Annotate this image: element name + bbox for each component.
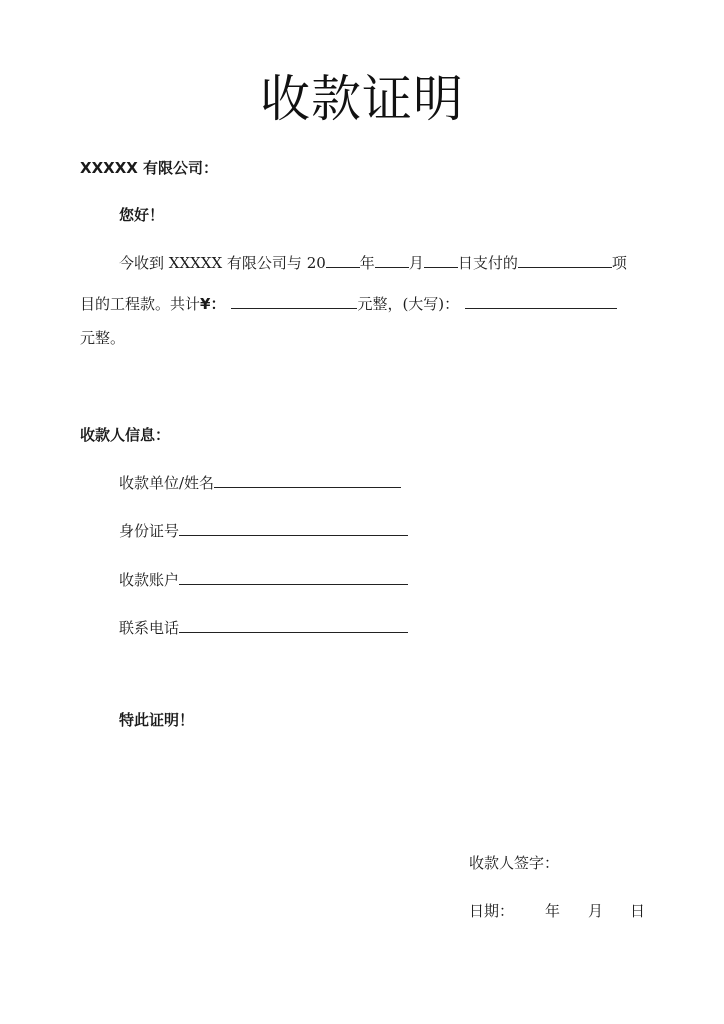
project-label: 项 — [611, 254, 627, 272]
closing-statement: 特此证明！ — [119, 711, 195, 729]
year-blank[interactable] — [326, 253, 360, 268]
field-label: 收款账户 — [119, 571, 180, 589]
currency-symbol: ¥： — [200, 295, 226, 313]
name-input-line[interactable] — [214, 472, 401, 488]
document-title: 收款证明 — [260, 70, 464, 128]
year-label: 年 — [359, 254, 375, 272]
amount-blank[interactable] — [231, 294, 357, 309]
field-label: 联系电话 — [119, 619, 180, 637]
project-blank[interactable] — [518, 253, 612, 268]
payee-info-heading: 收款人信息： — [80, 426, 171, 444]
date-label: 日期： — [469, 902, 515, 920]
body-line-2-prefix: 目的工程款。共计 — [80, 295, 201, 313]
date-line — [469, 901, 514, 921]
body-line-1 — [119, 253, 627, 273]
id-input-line[interactable] — [179, 520, 408, 536]
payee-field-name — [119, 472, 401, 493]
phone-input-line[interactable] — [179, 617, 408, 633]
day-label: 日支付的 — [457, 254, 518, 272]
amount-words-blank[interactable] — [465, 294, 617, 309]
body-line-3: 元整。 — [80, 329, 126, 347]
date-month: 月 — [588, 902, 604, 920]
addressee: XXXXX 有限公司： — [80, 159, 219, 177]
day-blank[interactable] — [424, 253, 458, 268]
month-label: 月 — [408, 254, 424, 272]
field-label: 身份证号 — [119, 522, 180, 540]
body-line-1-prefix: 今收到 XXXXX 有限公司与 20 — [119, 254, 326, 272]
field-label: 收款单位/姓名 — [119, 474, 215, 492]
date-day: 日 — [630, 902, 646, 920]
amount-suffix: 元整，(大写)： — [357, 295, 460, 313]
greeting: 您好！ — [119, 206, 165, 224]
payee-field-account — [119, 569, 408, 590]
date-year: 年 — [545, 902, 561, 920]
account-input-line[interactable] — [179, 569, 408, 585]
body-line-2 — [80, 294, 617, 314]
signature-label: 收款人签字： — [469, 854, 560, 872]
month-blank[interactable] — [375, 253, 409, 268]
payee-field-phone — [119, 617, 408, 638]
payee-field-id — [119, 520, 408, 541]
